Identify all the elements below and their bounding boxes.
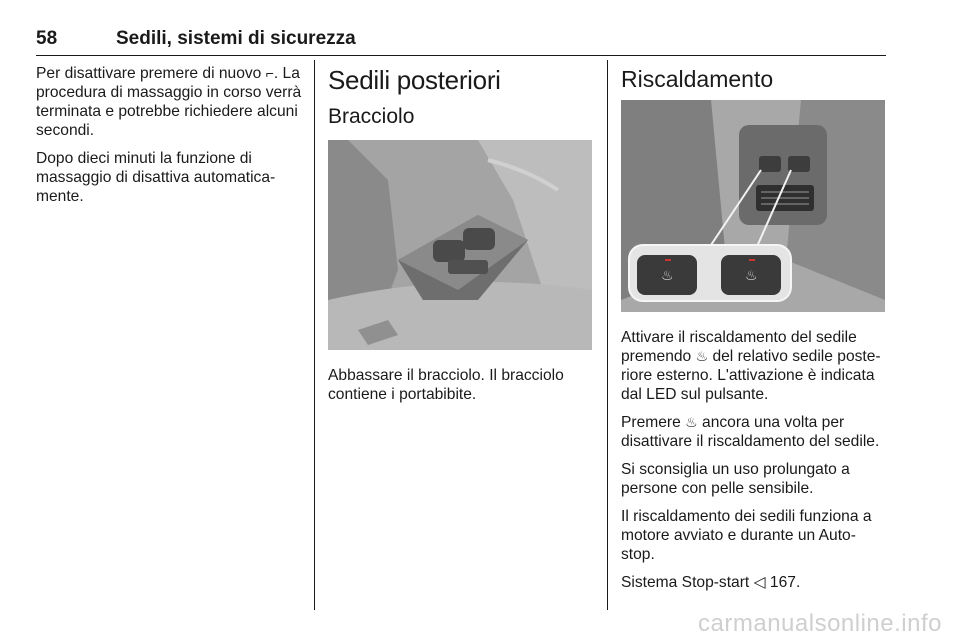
col1-paragraph-2: Dopo dieci minuti la funzione di massaggio di disattiva automatica- mente. (36, 150, 276, 205)
massage-seat-icon: ⌐ (265, 65, 274, 81)
svg-text:♨: ♨ (745, 268, 758, 284)
section-title: Sedili, sistemi di sicurezza (116, 28, 356, 49)
subheading-bracciolo: Bracciolo (328, 105, 415, 128)
col1-paragraph-1: Per disattivare premere di nuovo ⌐. La procedura di massaggio in corso verrà terminata e potrebbe richiedere alcuni secondi. (36, 65, 302, 139)
heading-sedili-posteriori: Sedili posteriori (328, 65, 501, 95)
column-2 (328, 64, 594, 413)
col3-paragraph-5: Sistema Stop-start ◁ 167. (621, 574, 801, 591)
page-number: 58 (36, 28, 58, 49)
col3-paragraph-1: Attivare il riscaldamento del sedile premendo ♨ del relativo sedile poste- riore esterno. L'attivazione è indicata dal LED sul pulsante. (621, 329, 881, 403)
watermark: carmanualsonline.info (698, 610, 942, 637)
page-header (36, 20, 886, 56)
heading-riscaldamento: Riscaldamento (621, 66, 774, 92)
armrest-photo (328, 140, 592, 350)
seat-heating-icon: ♨ (685, 414, 698, 430)
col3-paragraph-3: Si sconsiglia un uso prolungato a persone con pelle sensibile. (621, 461, 850, 497)
seat-heating-photo (621, 100, 885, 312)
col3-paragraph-2: Premere ♨ ancora una volta per disattivare il riscaldamento del sedile. (621, 414, 880, 450)
column-divider-2 (607, 60, 608, 610)
seat-heating-icon: ♨ (695, 348, 709, 364)
column-divider-1 (314, 60, 315, 610)
col3-paragraph-4: Il riscaldamento dei sedili funziona a motore avviato e durante un Auto- stop. (621, 508, 872, 563)
page-reference-arrow-icon: ◁ (753, 574, 766, 591)
column-3 (621, 64, 889, 601)
col2-paragraph-1: Abbassare il bracciolo. Il bracciolo contiene i portabibite. (328, 367, 564, 403)
column-1 (36, 64, 306, 215)
svg-text:♨: ♨ (661, 268, 674, 284)
